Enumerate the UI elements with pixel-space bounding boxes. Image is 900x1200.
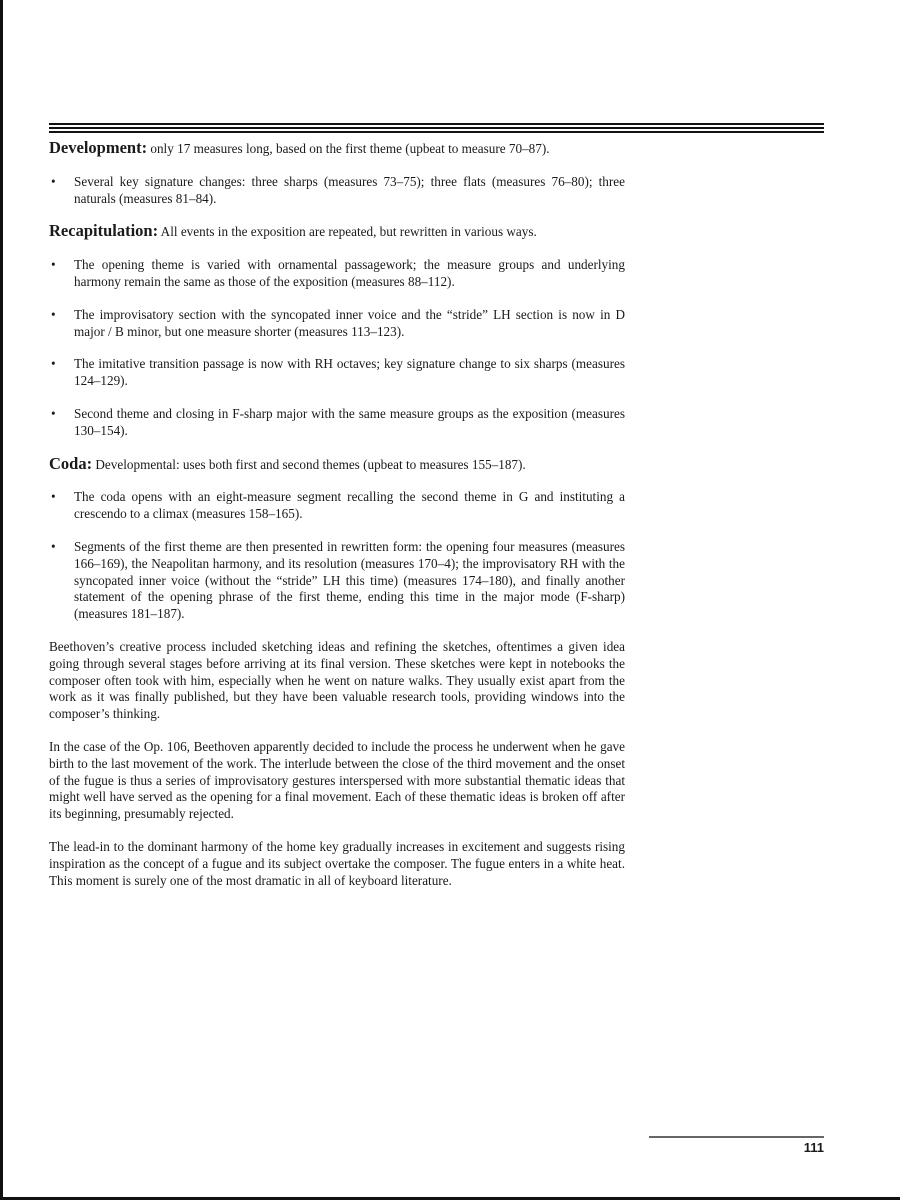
- section-heading: Coda:: [49, 453, 93, 473]
- list-item: [49, 174, 625, 208]
- coda-bullets: [49, 489, 625, 623]
- list-item: [49, 539, 625, 623]
- bullet-icon: •: [51, 356, 56, 372]
- bullet-icon: •: [51, 489, 56, 505]
- body-paragraph: The lead-in to the dominant harmony of the home key gradually increases in excitement and suggests rising inspiration as the concept of a fugue and its subject overtake the composer. The fugue enters in a white heat. This moment is surely one of the most dramatic in all of keyboard literature.: [49, 838, 625, 888]
- page-edge-left: [0, 0, 3, 1200]
- section-description: All events in the exposition are repeated, but rewritten in various ways.: [160, 224, 537, 240]
- page-number: 111: [803, 1140, 824, 1155]
- body-paragraph: Beethoven’s creative process included sketching ideas and refining the sketches, oftentimes a given idea going through several stages before arriving at its final version. These sketches were kept in notebooks the composer often took with him, especially when he went on nature walks. They usually exist apart from the work as it was finally published, but they have been valuable research tools, providing windows into the composer’s thinking.: [49, 638, 625, 722]
- page-body: [49, 140, 625, 905]
- list-item: [49, 307, 625, 341]
- list-item-text: Segments of the first theme are then presented in rewritten form: the opening four measures (measures 166–169), the Neapolitan harmony, and its resolution (measures 170–4); the improvisatory RH with the syncopated inner voice (without the “stride” LH this time) (measures 174–180), and finally another statement of the opening phrase of the first theme, ending this time in the major mode (F-sharp) (measures 181–187).: [74, 538, 625, 622]
- section-heading: Recapitulation:: [49, 221, 159, 241]
- section-development: [49, 140, 625, 158]
- list-item-text: The imitative transition passage is now with RH octaves; key signature change to six sharps (measures 124–129).: [74, 356, 625, 389]
- list-item: [49, 356, 625, 390]
- section-recapitulation: [49, 223, 625, 241]
- recapitulation-bullets: [49, 257, 625, 439]
- bullet-icon: •: [51, 173, 56, 189]
- development-bullets: [49, 174, 625, 208]
- section-heading: Development:: [49, 138, 148, 157]
- list-item: [49, 489, 625, 523]
- bullet-icon: •: [51, 306, 56, 322]
- list-item-text: The coda opens with an eight-measure segment recalling the second theme in G and instituting a crescendo to a climax (measures 158–165).: [74, 489, 625, 522]
- header-rule: [49, 123, 824, 133]
- bullet-icon: •: [51, 257, 56, 273]
- list-item: [49, 257, 625, 291]
- section-coda: [49, 453, 625, 474]
- list-item: [49, 406, 625, 440]
- list-item-text: Several key signature changes: three sharps (measures 73–75); three flats (measures 76–80); three naturals (measures 81–84).: [74, 173, 625, 206]
- section-description: Developmental: uses both first and second themes (upbeat to measures 155–187).: [95, 456, 526, 472]
- list-item-text: The improvisatory section with the syncopated inner voice and the “stride” LH section is now in D major / B minor, but one measure shorter (measures 113–123).: [74, 306, 625, 339]
- section-description: only 17 measures long, based on the first theme (upbeat to measure 70–87).: [150, 141, 550, 156]
- bullet-icon: •: [51, 538, 56, 554]
- list-item-text: Second theme and closing in F-sharp major with the same measure groups as the exposition (measures 130–154).: [74, 405, 625, 438]
- list-item-text: The opening theme is varied with ornamental passagework; the measure groups and underlying harmony remain the same as those of the exposition (measures 88–112).: [74, 257, 625, 289]
- bullet-icon: •: [51, 405, 56, 421]
- footer-rule: [649, 1136, 824, 1138]
- body-paragraph: In the case of the Op. 106, Beethoven apparently decided to include the process he underwent when he gave birth to the last movement of the work. The interlude between the close of the third movement and the onset of the fugue is thus a series of improvisatory gestures interspersed with more substantial thematic ideas that might well have served as the opening for a final movement. Each of these thematic ideas is broken off after its beginning, presumably rejected.: [49, 738, 625, 822]
